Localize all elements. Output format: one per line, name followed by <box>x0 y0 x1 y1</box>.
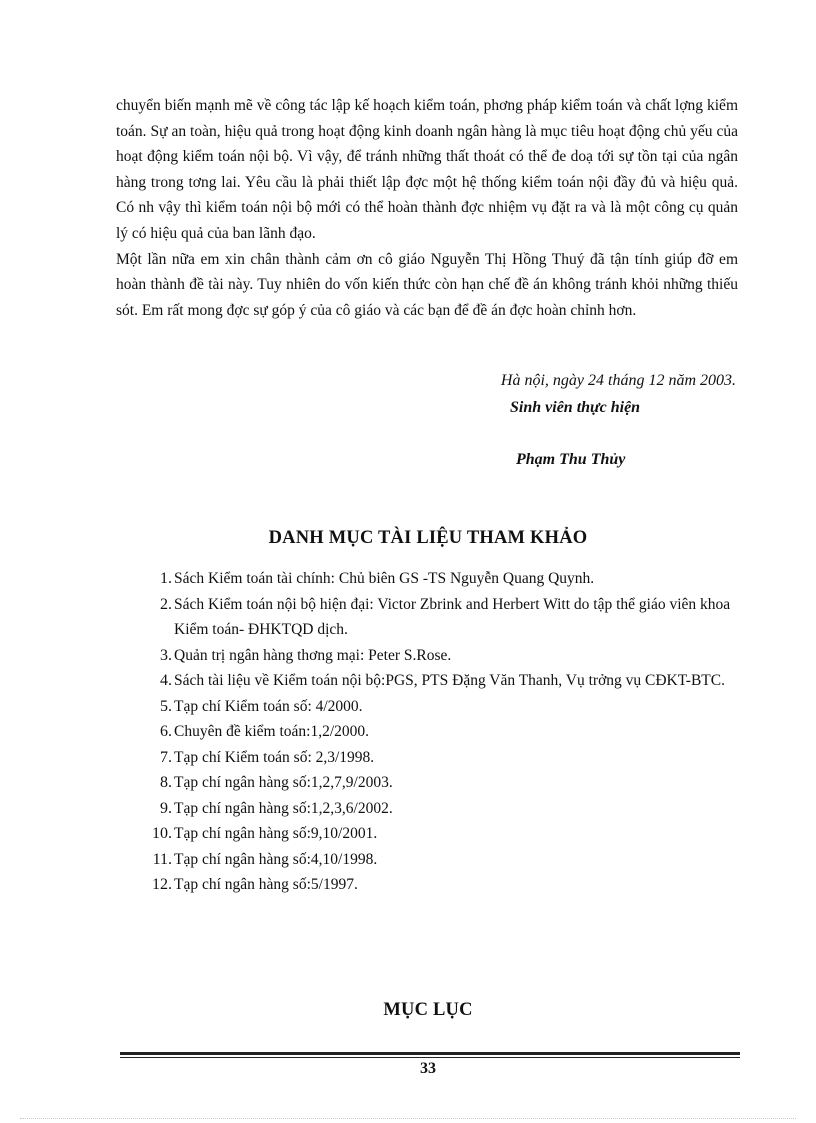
reference-text: Tạp chí ngân hàng số:9,10/2001. <box>174 825 378 842</box>
reference-item <box>140 821 740 847</box>
reference-item <box>140 643 740 669</box>
reference-text: Tạp chí ngân hàng số:1,2,7,9/2003. <box>174 774 393 791</box>
reference-item <box>140 770 740 796</box>
reference-item <box>140 745 740 771</box>
toc-heading: MỤC LỤC <box>383 1000 473 1020</box>
reference-number: 11. <box>152 850 172 868</box>
body-text <box>116 93 738 323</box>
reference-text: Tạp chí Kiểm toán số: 2,3/1998. <box>174 748 375 766</box>
reference-number: 6. <box>160 723 172 740</box>
page-number: 33 <box>420 1060 436 1077</box>
references-heading: DANH MỤC TÀI LIỆU THAM KHẢO <box>268 528 588 548</box>
footer-divider <box>120 1052 740 1058</box>
reference-text: Tạp chí ngân hàng số:4,10/1998. <box>174 850 378 868</box>
reference-item <box>140 872 740 898</box>
reference-text: Quản trị ngân hàng thơng mại: Peter S.Rose. <box>174 646 452 664</box>
reference-number: 1. <box>160 570 172 587</box>
body-paragraph-2: Một lần nữa em xin chân thành cảm ơn cô giáo Nguyễn Thị Hồng Thuý đã tận tính giúp đỡ em hoàn thành đề tài này. Tuy nhiên do vốn kiến thức còn hạn chế đề án không tránh khỏi những thiếu sót. Em rất mong đợc sự góp ý của cô giáo và các bạn để đề án đợc hoàn chỉnh hơn. <box>116 250 738 319</box>
reference-number: 3. <box>160 646 172 664</box>
reference-text: Tạp chí Kiểm toán số: 4/2000. <box>174 697 363 715</box>
reference-item <box>140 847 740 873</box>
closing-date: Hà nội, ngày 24 tháng 12 năm 2003. <box>500 372 736 389</box>
author-name: Phạm Thu Thủy <box>516 451 626 468</box>
body-paragraph-1: chuyển biến mạnh mẽ về công tác lập kế hoạch kiểm toán, phơng pháp kiểm toán và chất lợng kiểm toán. Sự an toàn, hiệu quả trong hoạt động kinh doanh ngân hàng là mục tiêu hoạt động chủ yếu của hoạt động kiểm toán nội bộ. Vì vậy, để tránh những thất thoát có thể đe doạ tới sự tồn tại của ngân hàng trong tơng lai. Yêu cầu là phải thiết lập đợc một hệ thống kiểm toán nội đầy đủ và hiệu quả. Có nh vậy thì kiểm toán nội bộ mới có thể hoàn thành đợc nhiệm vụ đặt ra và là một công cụ quản lý có hiệu quả của ban lãnh đạo. <box>116 97 738 242</box>
reference-item <box>140 592 740 643</box>
reference-number: 5. <box>160 697 172 715</box>
reference-text: Sách Kiểm toán tài chính: Chủ biên GS -TS Nguyễn Quang Quynh. <box>174 570 595 587</box>
reference-number: 9. <box>160 799 172 817</box>
reference-item <box>140 719 740 745</box>
reference-text: Tạp chí ngân hàng số:5/1997. <box>174 876 358 893</box>
reference-number: 12. <box>152 876 172 893</box>
reference-text: Tạp chí ngân hàng số:1,2,3,6/2002. <box>174 799 393 817</box>
reference-item <box>140 566 740 592</box>
reference-number: 2. <box>160 595 172 613</box>
reference-number: 10. <box>152 825 172 842</box>
reference-number: 7. <box>160 748 172 766</box>
reference-number: 8. <box>160 774 172 791</box>
closing-role: Sinh viên thực hiện <box>510 399 641 416</box>
reference-number: 4. <box>160 672 172 689</box>
reference-item <box>140 796 740 822</box>
reference-text: Sách Kiểm toán nội bộ hiện đại: Victor Zbrink and Herbert Witt do tập thể giáo viên khoa Kiểm toán- ĐHKTQD dịch. <box>174 595 731 638</box>
references-list <box>140 566 740 898</box>
reference-item <box>140 694 740 720</box>
reference-item <box>140 668 740 694</box>
reference-text: Chuyên đề kiểm toán:1,2/2000. <box>174 723 370 740</box>
page-edge-divider <box>20 1118 796 1119</box>
reference-text: Sách tài liệu về Kiểm toán nội bộ:PGS, PTS Đặng Văn Thanh, Vụ trởng vụ CĐKT-BTC. <box>174 672 725 689</box>
